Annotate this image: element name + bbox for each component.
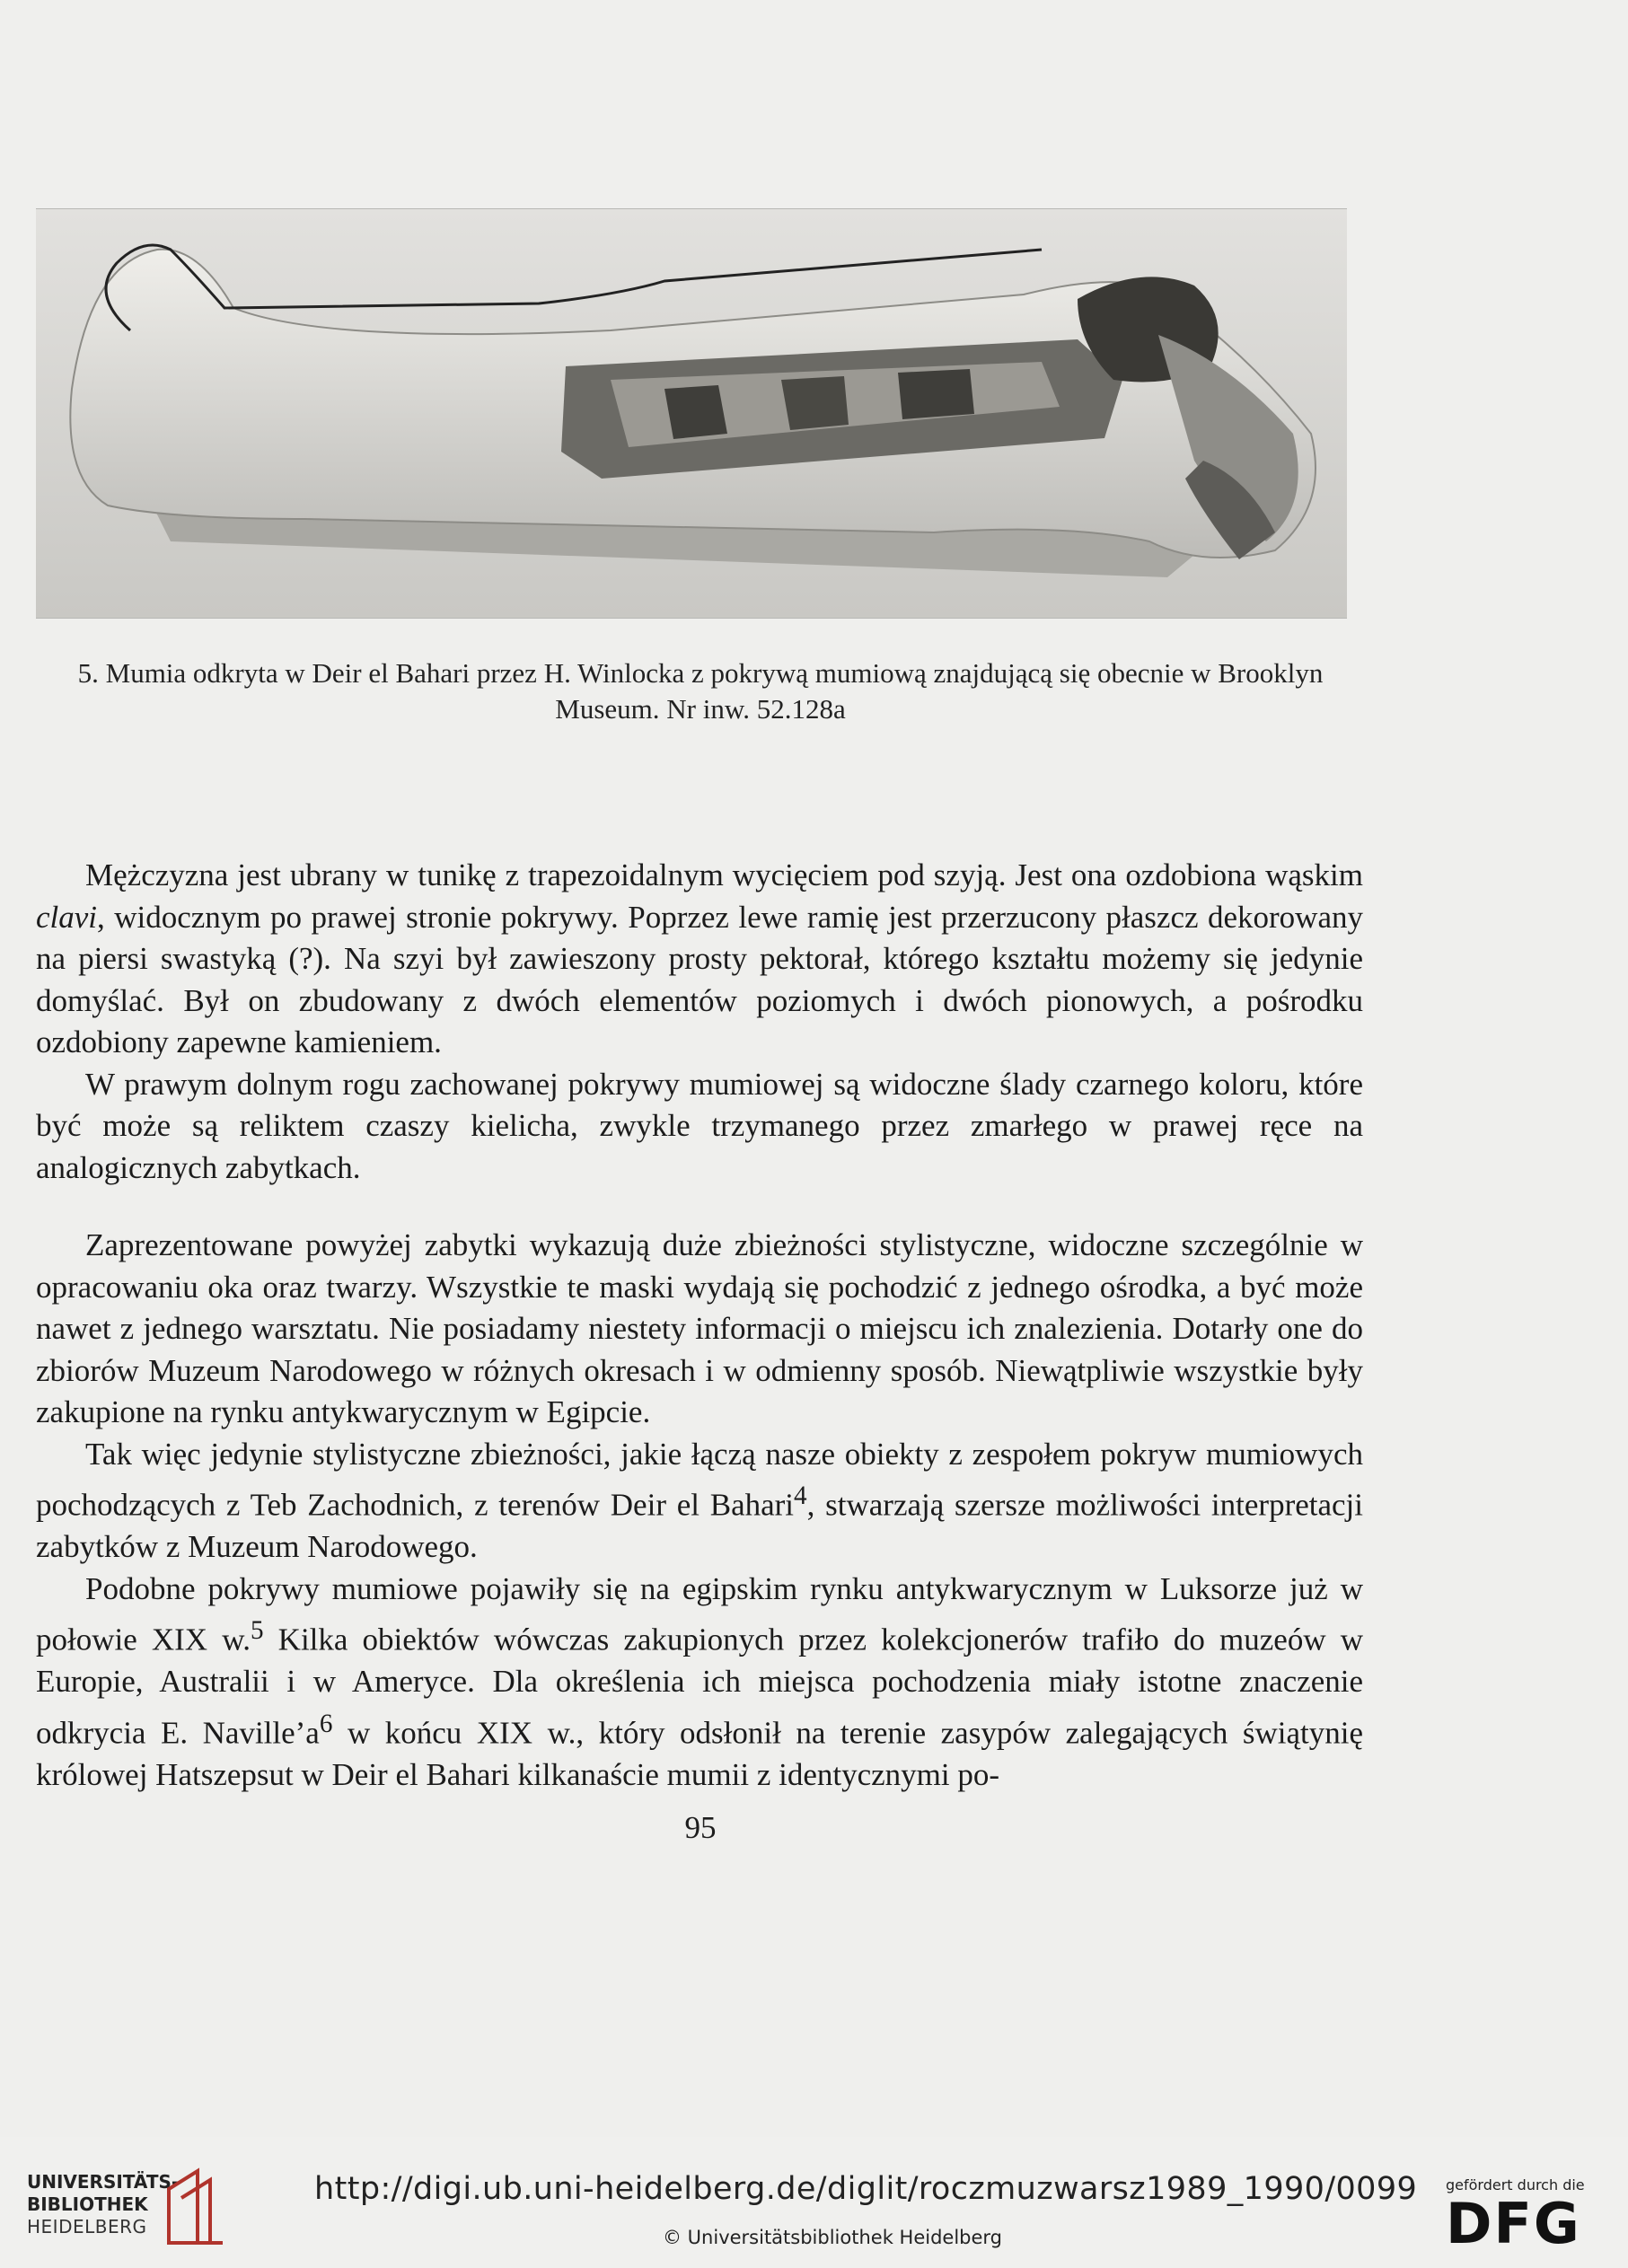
- mummy-photo: [36, 208, 1347, 619]
- paragraph-group-1: [36, 855, 1363, 1189]
- library-line-3: HEIDELBERG: [27, 2216, 147, 2237]
- dfg-logo: DFG: [1446, 2191, 1581, 2256]
- funding-label: gefördert durch die: [1446, 2176, 1585, 2193]
- caption-line-1: 5. Mumia odkryta w Deir el Bahari przez H. Winlocka z pokrywą mumiową znajdującą się obecnie w Brooklyn: [77, 657, 1324, 689]
- footnote-ref-6: 6: [319, 1709, 333, 1738]
- paragraph-1-text-a: Mężczyzna jest ubrany w tunikę z trapezoidalnym wycięciem pod szyją. Jest ona ozdobiona wąskim: [85, 857, 1363, 892]
- library-line-2: BIBLIOTHEK: [27, 2193, 148, 2215]
- paragraph-4-text-b: , stwarzają szersze możliwości interpretacji zabytków z Muzeum Narodowego.: [36, 1487, 1363, 1565]
- paragraph-4: [36, 1434, 1363, 1569]
- paragraph-5-text-a: Podobne pokrywy mumiowe pojawiły się na egipskim rynku antykwarycznym w Luksorze już w połowie XIX w.: [36, 1570, 1363, 1657]
- paragraph-1-italic-clavi: clavi: [36, 899, 98, 935]
- paragraph-5: [36, 1569, 1363, 1797]
- paragraph-4-text-a: Tak więc jedynie stylistyczne zbieżności, jakie łączą nasze obiekty z zespołem pokryw mumiowych pochodzących z Teb Zachodnich, z terenów Deir el Bahari: [36, 1436, 1363, 1523]
- page-number: 95: [684, 1810, 717, 1845]
- library-line-1: UNIVERSITÄTS-: [27, 2171, 180, 2193]
- paragraph-5-text-c: w końcu XIX w., który odsłonił na terenie zasypów zalegających świątynię królowej Hatszepsut w Deir el Bahari kilkanaście mumii z identycznymi po-: [36, 1715, 1363, 1792]
- footnote-ref-5: 5: [250, 1616, 264, 1646]
- caption-line-2: Museum. Nr inw. 52.128a: [555, 693, 846, 725]
- footnote-ref-4: 4: [794, 1481, 807, 1510]
- source-url-link[interactable]: http://digi.ub.uni-heidelberg.de/diglit/roczmuzwarsz1989_1990/0099: [314, 2171, 1418, 2207]
- paragraph-5-text-b: Kilka obiektów wówczas zakupionych przez kolekcjonerów trafiło do muzeów w Europie, Australii i w Ameryce. Dla określenia ich miejsca pochodzenia miały istotne znaczenie odkrycia E. Naville’a: [36, 1622, 1363, 1751]
- paragraph-2: W prawym dolnym rogu zachowanej pokrywy mumiowej są widoczne ślady czarnego koloru, które być może są reliktem czaszy kielicha, zwykle trzymanego przez zmarłego w prawej ręce na analogicznych zabytkach.: [36, 1066, 1363, 1185]
- paragraph-3: Zaprezentowane powyżej zabytki wykazują duże zbieżności stylistyczne, widoczne szczególnie w opracowaniu oka oraz twarzy. Wszystkie te maski wydają się pochodzić z jednego ośrodka, a być może nawet z jednego warsztatu. Nie posiadamy niestety informacji o miejscu ich znalezienia. Dotarły one do zbiorów Muzeum Narodowego w różnych okresach i w odmienny sposób. Niewątpliwie wszystkie były zakupione na rynku antykwarycznym w Egipcie.: [36, 1227, 1363, 1429]
- figure-caption: [36, 655, 1365, 727]
- footer: [0, 2137, 1628, 2268]
- paragraph-1-text-b: , widocznym po prawej stronie pokrywy. Poprzez lewe ramię jest przerzucony płaszcz dekorowany na piersi swastyką (?). Na szyi był zawieszony prosty pektorał, którego kształtu możemy się jedynie domyślać. Był on zbudowany z dwóch elementów poziomych i dwóch pionowych, a pośrodku ozdobiony zapewne kamieniem.: [36, 899, 1363, 1059]
- copyright-text: © Universitätsbibliothek Heidelberg: [663, 2227, 1003, 2248]
- paragraph-group-2: [36, 1225, 1363, 1796]
- paragraph-1: [36, 855, 1363, 1064]
- ub-heidelberg-logo-icon: [162, 2167, 226, 2247]
